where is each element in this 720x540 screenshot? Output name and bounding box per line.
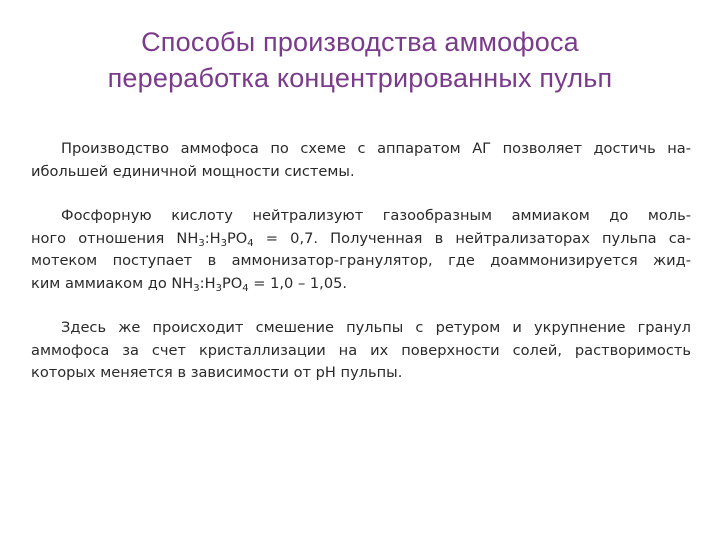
text-run: = 0,7. Полученная в нейтрализаторах пульпа са- <box>253 229 691 247</box>
text-run: PO <box>221 274 243 292</box>
paragraph-1-line-2: ибольшей единичной мощности системы. <box>31 162 355 180</box>
paragraph-2-line-2 <box>31 228 691 251</box>
slide-title <box>40 24 680 96</box>
title-line-2: переработка концентрированных пульп <box>107 63 613 93</box>
paragraph-1 <box>31 138 691 183</box>
paragraph-3-line-2: аммофоса за счет кристаллизации на их поверхности солей, растворимость <box>31 341 691 359</box>
paragraph-3-line-3: которых меняется в зависимости от рН пульпы. <box>31 364 403 381</box>
subscript: 3 <box>198 237 205 249</box>
text-run: ким аммиаком до NH <box>31 274 194 292</box>
subscript: 3 <box>193 282 200 294</box>
text-run: PO <box>226 229 248 247</box>
paragraph-2-line-1: Фосфорную кислоту нейтрализуют газообразным аммиаком до моль- <box>61 207 691 224</box>
subscript: 3 <box>215 282 222 294</box>
text-run: :H <box>199 274 216 292</box>
text-run: ного отношения NH <box>31 229 199 247</box>
text-run: = 1,0 – 1,05. <box>248 274 348 292</box>
slide-body <box>31 138 691 407</box>
subscript: 4 <box>242 282 249 294</box>
paragraph-1-line-1: Производство аммофоса по схеме с аппаратом АГ позволяет достичь на- <box>61 140 691 157</box>
subscript: 3 <box>220 237 227 249</box>
paragraph-2 <box>31 205 691 295</box>
title-line-1: Способы производства аммофоса <box>141 27 579 57</box>
paragraph-2-line-3: мотеком поступает в аммонизатор-гранулятор, где доаммонизируется жид- <box>31 252 691 269</box>
text-run: :H <box>204 229 221 247</box>
paragraph-2-line-4 <box>31 273 691 296</box>
paragraph-3 <box>31 317 691 385</box>
subscript: 4 <box>247 237 254 249</box>
paragraph-3-line-1: Здесь же происходит смешение пульпы с ретуром и укрупнение гранул <box>61 319 691 336</box>
